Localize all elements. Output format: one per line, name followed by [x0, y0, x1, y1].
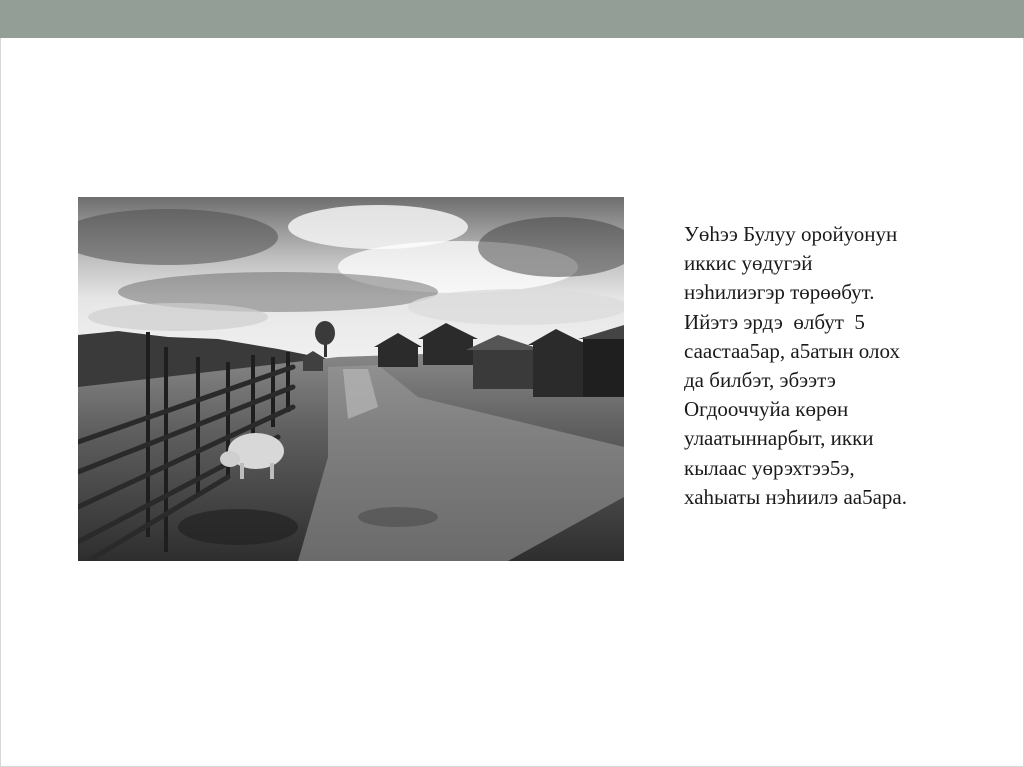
photo-image	[78, 197, 624, 561]
text-line: да билбэт, эбээтэ	[684, 368, 836, 393]
text-line: саастаа5ар, а5атын олох	[684, 338, 900, 363]
text-line: кылаас уөрэхтээ5э,	[684, 455, 855, 480]
text-line: Огдооччуйа көрөн	[684, 397, 849, 422]
title-bar	[0, 0, 1024, 38]
text-line: иккис уөдугэй	[684, 251, 813, 276]
text-line: нэһилиэгэр төрөөбут.	[684, 280, 875, 305]
village-road-photo	[78, 197, 624, 561]
text-line: Ийэтэ эрдэ өлбут 5	[684, 309, 865, 334]
text-line: Уөһээ Булуу оройуонун	[684, 222, 898, 246]
slide-body-text	[684, 220, 984, 512]
text-line: хаһыаты нэһиилэ аа5ара.	[684, 484, 907, 509]
text-line: улаатыннарбыт, икки	[684, 426, 874, 451]
